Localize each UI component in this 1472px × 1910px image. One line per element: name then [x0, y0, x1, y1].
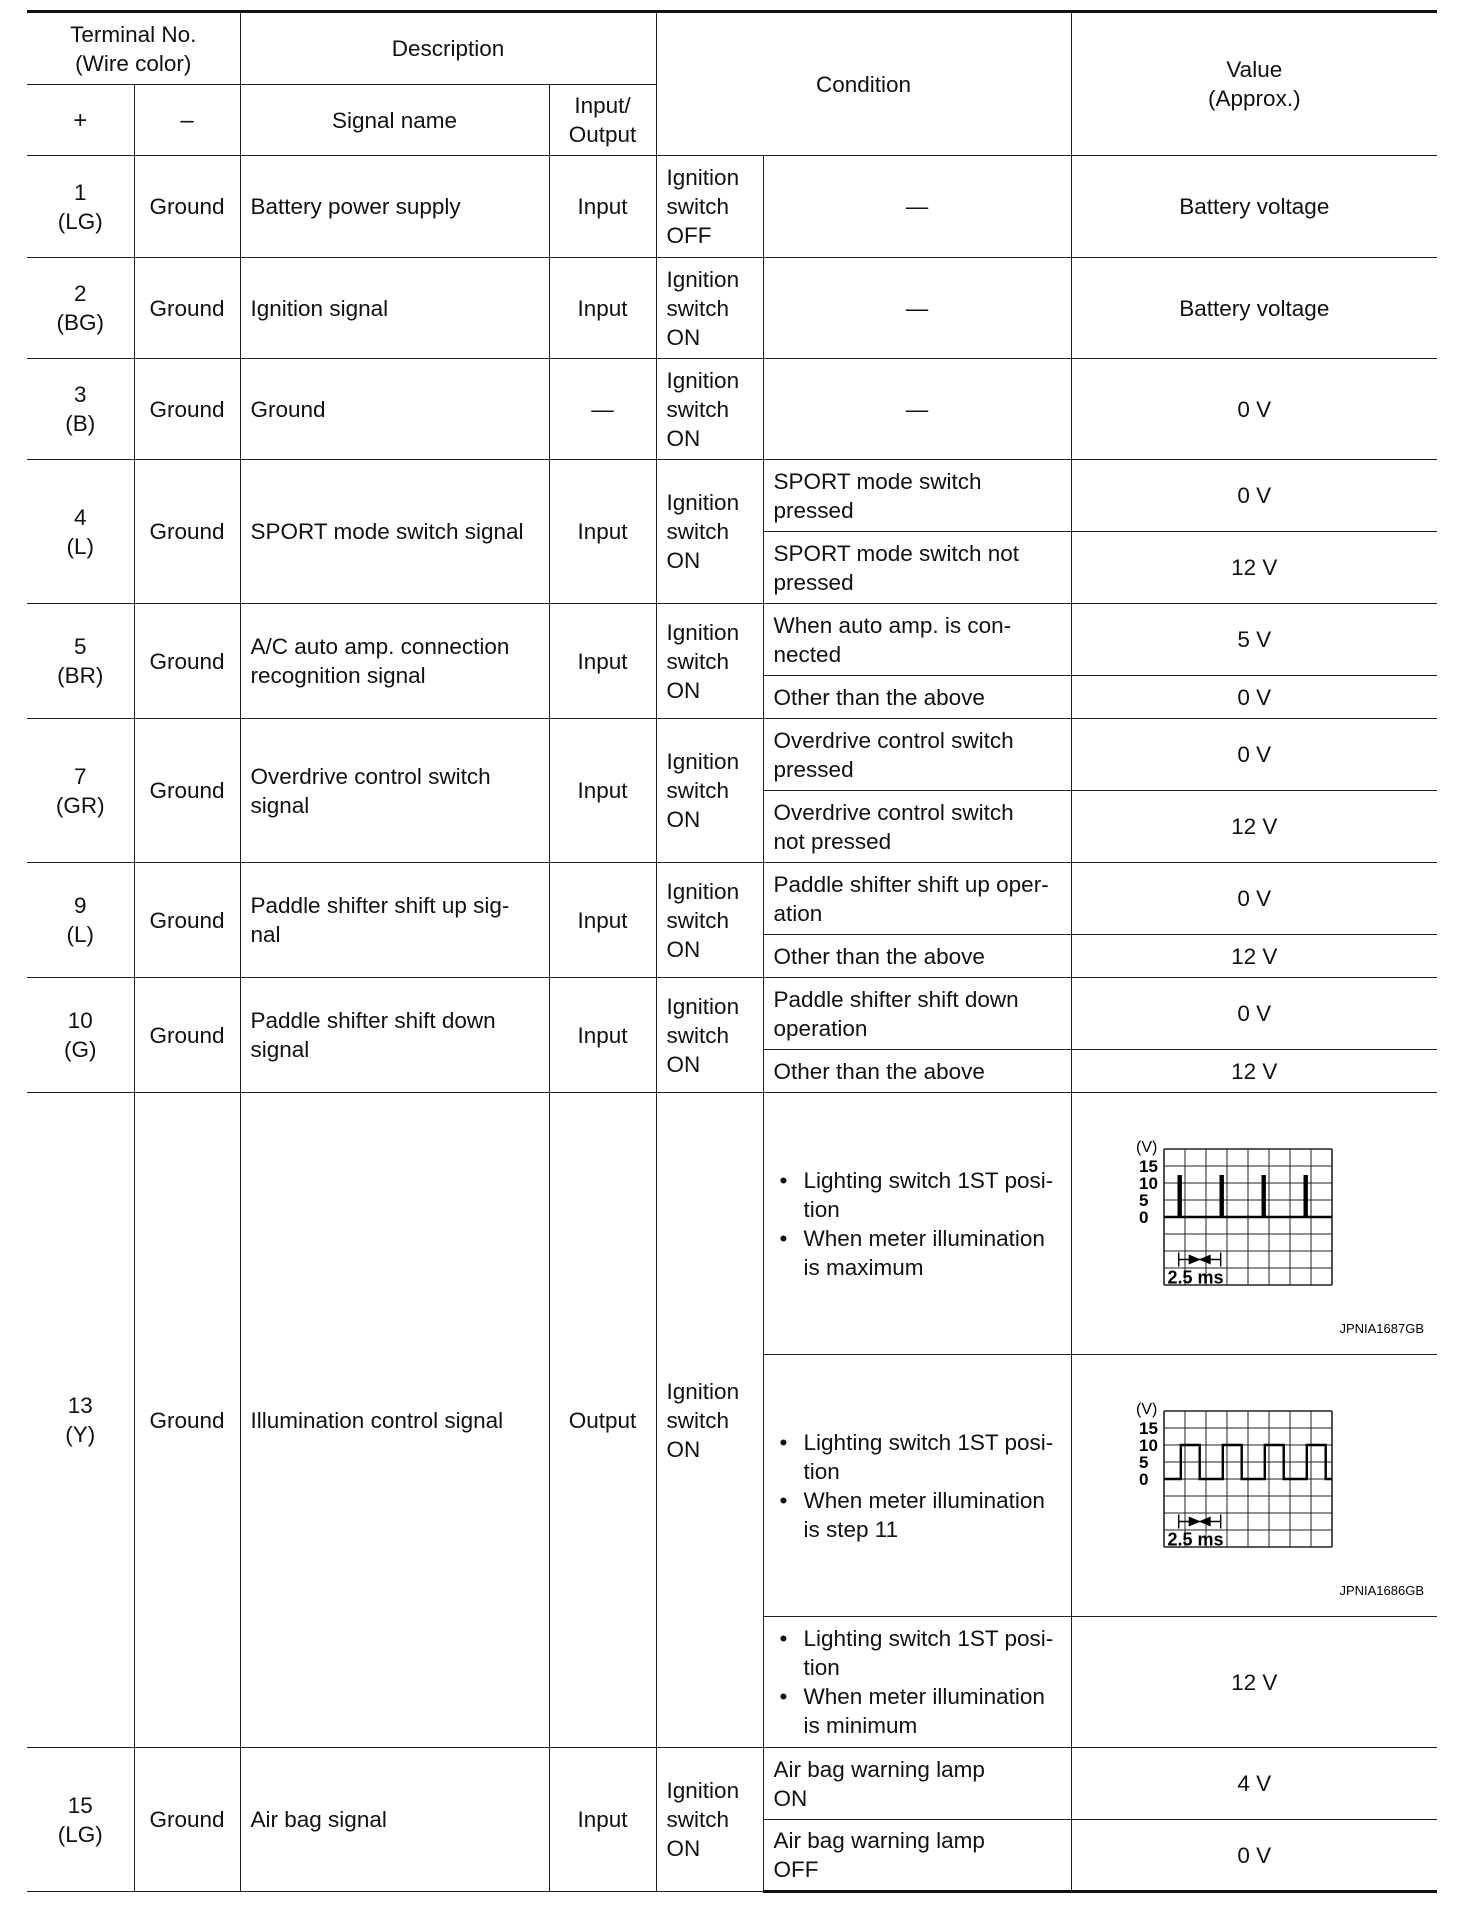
signal-name-cell: Paddle shifter shift up sig- nal	[240, 863, 549, 978]
signal-name-cell: Overdrive control switch signal	[240, 719, 549, 863]
io-cell: —	[549, 359, 656, 460]
io-cell: Input	[549, 1748, 656, 1892]
ignition-cell: Ignition switch ON	[656, 258, 763, 359]
terminal-cell: 15 (LG)	[27, 1748, 134, 1892]
table-row	[27, 460, 1437, 532]
signal-name-cell: Illumination control signal	[240, 1093, 549, 1748]
terminal-cell: 2 (BG)	[27, 258, 134, 359]
condition-cell: Overdrive control switch pressed	[763, 719, 1071, 791]
condition-cell	[763, 1617, 1071, 1748]
ground-cell: Ground	[134, 359, 240, 460]
condition-cell: Other than the above	[763, 1050, 1071, 1093]
ignition-cell: Ignition switch ON	[656, 460, 763, 604]
header-io: Input/ Output	[549, 85, 656, 156]
condition-cell: —	[763, 359, 1071, 460]
period-label: 2.5 ms	[1167, 1529, 1224, 1549]
terminal-table-page	[27, 10, 1437, 1895]
condition-cell	[763, 1355, 1071, 1617]
condition-cell: Overdrive control switch not pressed	[763, 791, 1071, 863]
condition-cell: Paddle shifter shift down operation	[763, 978, 1071, 1050]
ground-cell: Ground	[134, 460, 240, 604]
header-description: Description	[240, 12, 656, 85]
ground-cell: Ground	[134, 978, 240, 1093]
condition-bullet-list	[768, 1166, 1061, 1282]
condition-bullet: • When meter illumination is maximum	[778, 1224, 1061, 1282]
condition-cell: —	[763, 156, 1071, 258]
value-cell: Battery voltage	[1071, 156, 1437, 258]
table-row	[27, 719, 1437, 791]
ignition-cell: Ignition switch OFF	[656, 156, 763, 258]
terminal-cell: 1 (LG)	[27, 156, 134, 258]
waveform-max-chart	[1074, 1109, 1434, 1339]
condition-cell: Air bag warning lamp ON	[763, 1748, 1071, 1820]
ignition-cell: Ignition switch ON	[656, 1748, 763, 1892]
ignition-cell: Ignition switch ON	[656, 719, 763, 863]
value-cell: 0 V	[1071, 359, 1437, 460]
ground-cell: Ground	[134, 1748, 240, 1892]
io-cell: Input	[549, 863, 656, 978]
ground-cell: Ground	[134, 258, 240, 359]
value-cell: 12 V	[1071, 791, 1437, 863]
io-cell: Input	[549, 258, 656, 359]
value-cell: 0 V	[1071, 719, 1437, 791]
condition-cell: SPORT mode switch pressed	[763, 460, 1071, 532]
value-cell: 0 V	[1071, 863, 1437, 935]
ground-cell: Ground	[134, 719, 240, 863]
value-cell: 0 V	[1071, 676, 1437, 719]
io-cell: Input	[549, 156, 656, 258]
terminal-cell: 3 (B)	[27, 359, 134, 460]
condition-bullet: • Lighting switch 1ST posi- tion	[778, 1166, 1061, 1224]
figure-code-label: JPNIA1687GB	[1339, 1320, 1425, 1336]
table-row	[27, 604, 1437, 676]
condition-cell	[763, 1093, 1071, 1355]
y-tick-label: 5	[1139, 1190, 1149, 1210]
axis-unit-label: (V)	[1136, 1138, 1158, 1156]
table-row	[27, 863, 1437, 935]
ignition-cell: Ignition switch ON	[656, 863, 763, 978]
header-condition: Condition	[656, 12, 1071, 156]
ignition-cell: Ignition switch ON	[656, 1093, 763, 1748]
terminal-cell: 9 (L)	[27, 863, 134, 978]
condition-cell: Other than the above	[763, 676, 1071, 719]
y-tick-label: 10	[1139, 1435, 1159, 1455]
header-plus: +	[27, 85, 134, 156]
y-tick-label: 5	[1139, 1452, 1149, 1472]
signal-name-cell: Battery power supply	[240, 156, 549, 258]
terminal-cell: 5 (BR)	[27, 604, 134, 719]
terminal-cell: 4 (L)	[27, 460, 134, 604]
waveform-cell	[1071, 1355, 1437, 1617]
header-minus: –	[134, 85, 240, 156]
table-row	[27, 359, 1437, 460]
header-terminal: Terminal No. (Wire color)	[27, 12, 240, 85]
value-cell: 4 V	[1071, 1748, 1437, 1820]
condition-bullet: • When meter illumination is step 11	[778, 1486, 1061, 1544]
value-cell: 0 V	[1071, 1820, 1437, 1892]
condition-bullet: • When meter illumination is minimum	[778, 1682, 1061, 1740]
condition-bullet-list	[768, 1624, 1061, 1740]
ground-cell: Ground	[134, 1093, 240, 1748]
value-cell: Battery voltage	[1071, 258, 1437, 359]
ignition-cell: Ignition switch ON	[656, 604, 763, 719]
signal-name-cell: Ground	[240, 359, 549, 460]
signal-name-cell: SPORT mode switch signal	[240, 460, 549, 604]
value-cell: 12 V	[1071, 1617, 1437, 1748]
ground-cell: Ground	[134, 863, 240, 978]
condition-cell: Other than the above	[763, 935, 1071, 978]
figure-code-label: JPNIA1686GB	[1339, 1582, 1425, 1598]
waveform-step11-chart	[1074, 1371, 1434, 1601]
io-cell: Input	[549, 460, 656, 604]
y-tick-label: 0	[1139, 1469, 1149, 1489]
ignition-cell: Ignition switch ON	[656, 978, 763, 1093]
condition-cell: SPORT mode switch not pressed	[763, 532, 1071, 604]
period-arrow-icon	[1199, 1254, 1211, 1264]
signal-name-cell: Air bag signal	[240, 1748, 549, 1892]
axis-unit-label: (V)	[1136, 1400, 1158, 1418]
period-arrow-icon	[1199, 1516, 1211, 1526]
header-signal-name: Signal name	[240, 85, 549, 156]
signal-name-cell: Paddle shifter shift down signal	[240, 978, 549, 1093]
io-cell: Output	[549, 1093, 656, 1748]
condition-bullet-list	[768, 1428, 1061, 1544]
waveform-cell	[1071, 1093, 1437, 1355]
table-row	[27, 1093, 1437, 1355]
io-cell: Input	[549, 719, 656, 863]
io-cell: Input	[549, 604, 656, 719]
ignition-cell: Ignition switch ON	[656, 359, 763, 460]
io-cell: Input	[549, 978, 656, 1093]
table-row	[27, 1748, 1437, 1820]
y-tick-label: 15	[1139, 1418, 1159, 1438]
value-cell: 12 V	[1071, 1050, 1437, 1093]
signal-name-cell: Ignition signal	[240, 258, 549, 359]
table-row	[27, 156, 1437, 258]
signal-name-cell: A/C auto amp. connection recognition signal	[240, 604, 549, 719]
terminal-cell: 10 (G)	[27, 978, 134, 1093]
table-row	[27, 258, 1437, 359]
terminal-table	[27, 10, 1437, 1893]
y-tick-label: 10	[1139, 1173, 1159, 1193]
condition-cell: Air bag warning lamp OFF	[763, 1820, 1071, 1892]
y-tick-label: 15	[1139, 1156, 1159, 1176]
value-cell: 12 V	[1071, 935, 1437, 978]
y-tick-label: 0	[1139, 1207, 1149, 1227]
terminal-cell: 13 (Y)	[27, 1093, 134, 1748]
period-label: 2.5 ms	[1167, 1267, 1224, 1287]
condition-cell: When auto amp. is con- nected	[763, 604, 1071, 676]
header-value: Value (Approx.)	[1071, 12, 1437, 156]
condition-bullet: • Lighting switch 1ST posi- tion	[778, 1428, 1061, 1486]
ground-cell: Ground	[134, 604, 240, 719]
terminal-cell: 7 (GR)	[27, 719, 134, 863]
ground-cell: Ground	[134, 156, 240, 258]
value-cell: 0 V	[1071, 978, 1437, 1050]
value-cell: 5 V	[1071, 604, 1437, 676]
value-cell: 0 V	[1071, 460, 1437, 532]
value-cell: 12 V	[1071, 532, 1437, 604]
table-row	[27, 978, 1437, 1050]
condition-cell: —	[763, 258, 1071, 359]
condition-bullet: • Lighting switch 1ST posi- tion	[778, 1624, 1061, 1682]
condition-cell: Paddle shifter shift up oper- ation	[763, 863, 1071, 935]
